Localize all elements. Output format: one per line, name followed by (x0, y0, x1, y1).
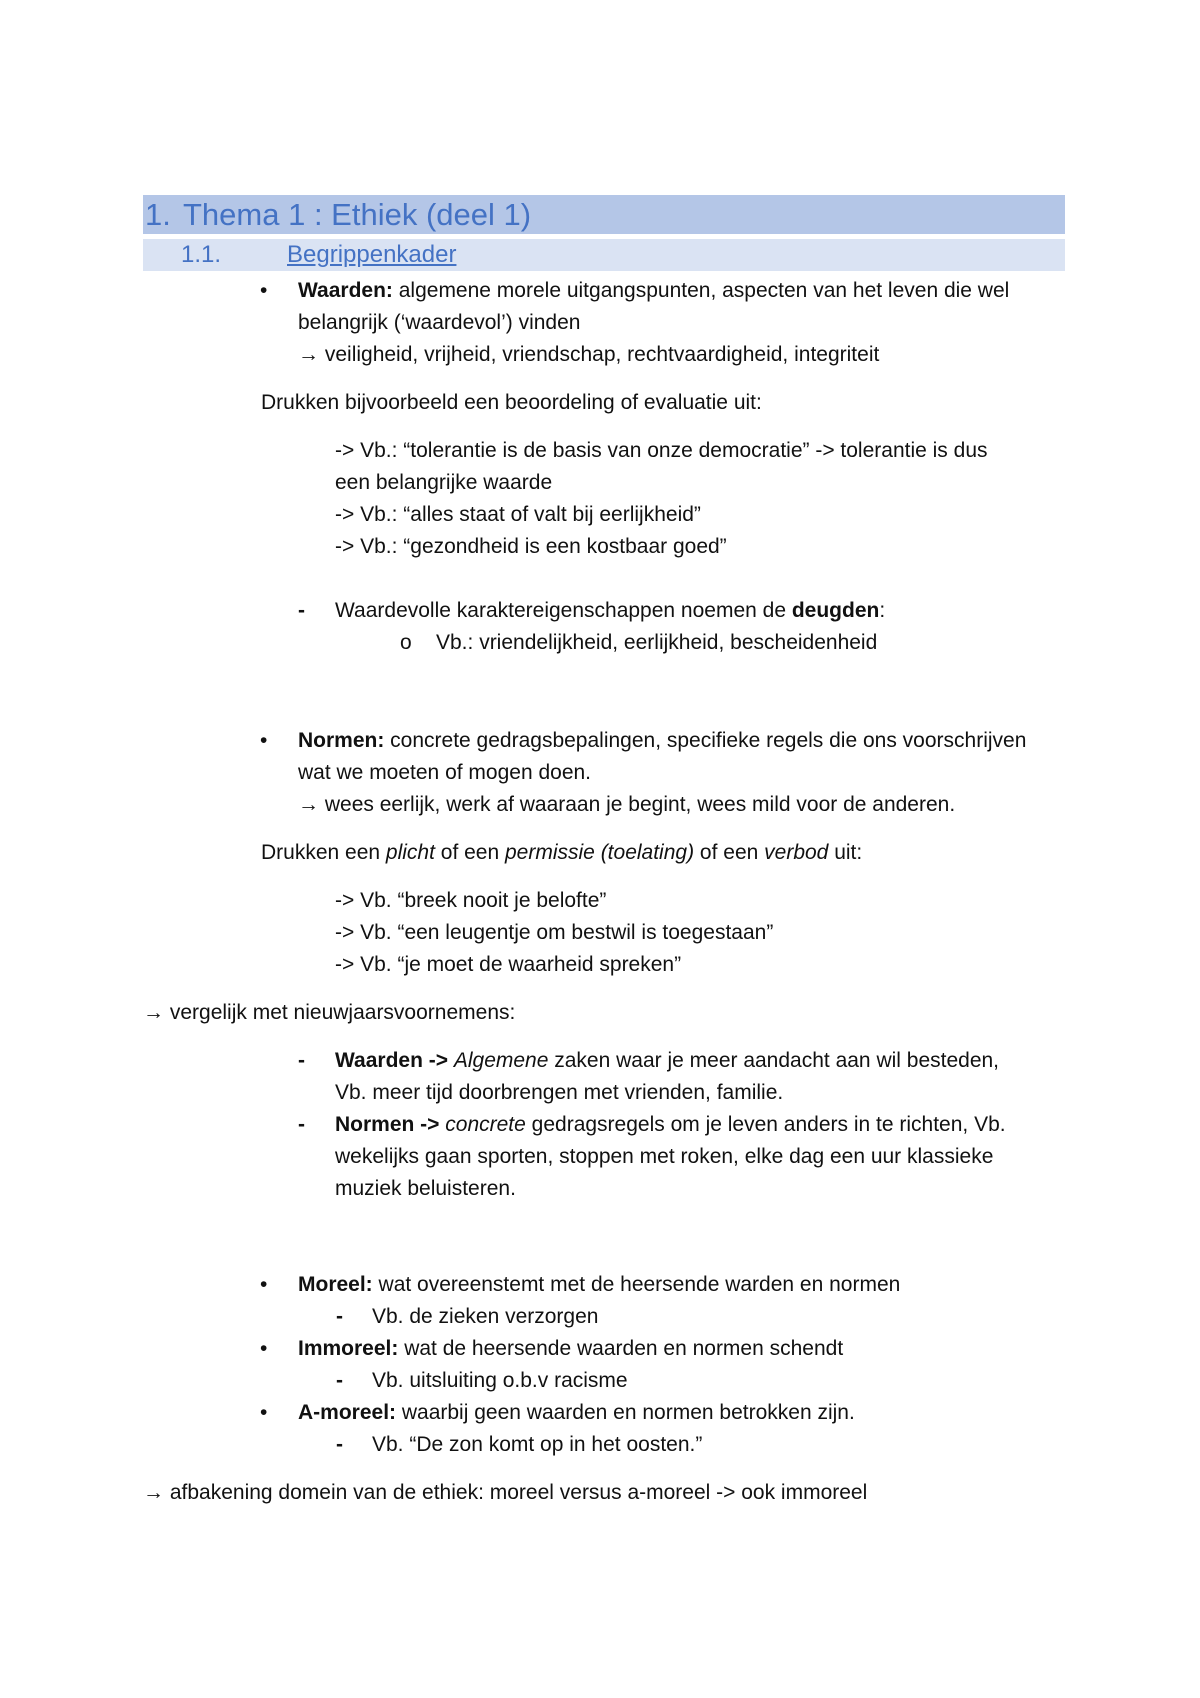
normen-term: Normen: (298, 729, 385, 752)
waarden-definition: Waarden: algemene morele uitgangspunten, aspecten van het leven die wel (298, 279, 1010, 302)
vergelijk-normen-line3: muziek beluisteren. (335, 1177, 516, 1200)
bullet-icon: • (260, 729, 268, 752)
dash-icon: - (336, 1369, 343, 1392)
heading-1-title: Thema 1 : Ethiek (deel 1) (183, 197, 532, 232)
moreel-term: Moreel: (298, 1273, 373, 1296)
normen-intro: Drukken een plicht of een permissie (toelating) of een verbod uit: (261, 841, 863, 864)
heading-2-number: 1.1. (181, 241, 222, 268)
moreel-definition: Moreel: wat overeenstemt met de heersende warden en normen (298, 1273, 901, 1296)
waarden-vb-1: -> Vb.: “tolerantie is de basis van onze democratie” -> tolerantie is dus (335, 439, 988, 462)
arrow-icon: → (298, 343, 319, 366)
heading-2 (143, 239, 1065, 271)
deugden-term: deugden (791, 599, 880, 622)
deugden-line: Waardevolle karaktereigenschappen noemen de deugden: (335, 599, 886, 622)
heading-2-title: Begrippenkader (287, 241, 457, 268)
normen-examples: → wees eerlijk, werk af waaraan je begint, wees mild voor de anderen. (298, 793, 956, 816)
waarden-examples: → veiligheid, vrijheid, vriendschap, rechtvaardigheid, integriteit (298, 343, 880, 366)
normen-vb-2: -> Vb. “een leugentje om bestwil is toegestaan” (335, 921, 774, 944)
dash-icon: - (336, 1433, 343, 1456)
waarden-intro: Drukken bijvoorbeeld een beoordeling of evaluatie uit: (261, 391, 762, 414)
bullet-icon: • (260, 1273, 268, 1296)
arrow-icon: → (143, 1481, 164, 1504)
normen-definition-line2: wat we moeten of mogen doen. (298, 761, 592, 784)
vergelijk-waarden: Waarden -> Algemene zaken waar je meer aandacht aan wil besteden, (335, 1049, 1000, 1072)
dash-icon: - (336, 1305, 343, 1328)
normen-definition: Normen: concrete gedragsbepalingen, specifieke regels die ons voorschrijven (298, 729, 1027, 752)
heading-1-number: 1. (145, 197, 171, 232)
immoreel-definition: Immoreel: wat de heersende waarden en normen schendt (298, 1337, 844, 1360)
dash-icon: - (298, 1049, 305, 1072)
vergelijk-normen-line2: wekelijks gaan sporten, stoppen met roken, elke dag een uur klassieke (335, 1145, 994, 1168)
arrow-icon: → (298, 793, 319, 816)
amoreel-term: A-moreel: (298, 1401, 397, 1424)
waarden-term: Waarden: (298, 279, 393, 302)
vergelijk-normen: Normen -> concrete gedragsregels om je leven anders in te richten, Vb. (335, 1113, 1006, 1136)
waarden-definition-line2: belangrijk (‘waardevol’) vinden (298, 311, 581, 334)
arrow-icon: → (143, 1001, 164, 1024)
dash-icon: - (298, 599, 305, 622)
waarden-vb-3: -> Vb.: “gezondheid is een kostbaar goed” (335, 535, 727, 558)
waarden-vb-2: -> Vb.: “alles staat of valt bij eerlijkheid” (335, 503, 701, 526)
vergelijk-intro: → vergelijk met nieuwjaarsvoornemens: (143, 1001, 516, 1024)
immoreel-term: Immoreel: (298, 1337, 399, 1360)
immoreel-vb: Vb. uitsluiting o.b.v racisme (372, 1369, 628, 1392)
bullet-icon: • (260, 1337, 268, 1360)
circle-bullet-icon: o (400, 631, 412, 654)
waarden-vb-1-line2: een belangrijke waarde (335, 471, 553, 494)
moreel-vb: Vb. de zieken verzorgen (372, 1305, 599, 1328)
amoreel-definition: A-moreel: waarbij geen waarden en normen betrokken zijn. (298, 1401, 855, 1424)
heading-1 (143, 195, 1065, 234)
afbakening-line: → afbakening domein van de ethiek: moreel versus a-moreel -> ook immoreel (143, 1481, 868, 1504)
dash-icon: - (298, 1113, 305, 1136)
bullet-icon: • (260, 1401, 268, 1424)
deugden-vb: Vb.: vriendelijkheid, eerlijkheid, bescheidenheid (436, 631, 878, 654)
normen-vb-1: -> Vb. “breek nooit je belofte” (335, 889, 607, 912)
amoreel-vb: Vb. “De zon komt op in het oosten.” (372, 1433, 703, 1456)
vergelijk-waarden-line2: Vb. meer tijd doorbrengen met vrienden, familie. (335, 1081, 784, 1104)
bullet-icon: • (260, 279, 268, 302)
normen-vb-3: -> Vb. “je moet de waarheid spreken” (335, 953, 682, 976)
